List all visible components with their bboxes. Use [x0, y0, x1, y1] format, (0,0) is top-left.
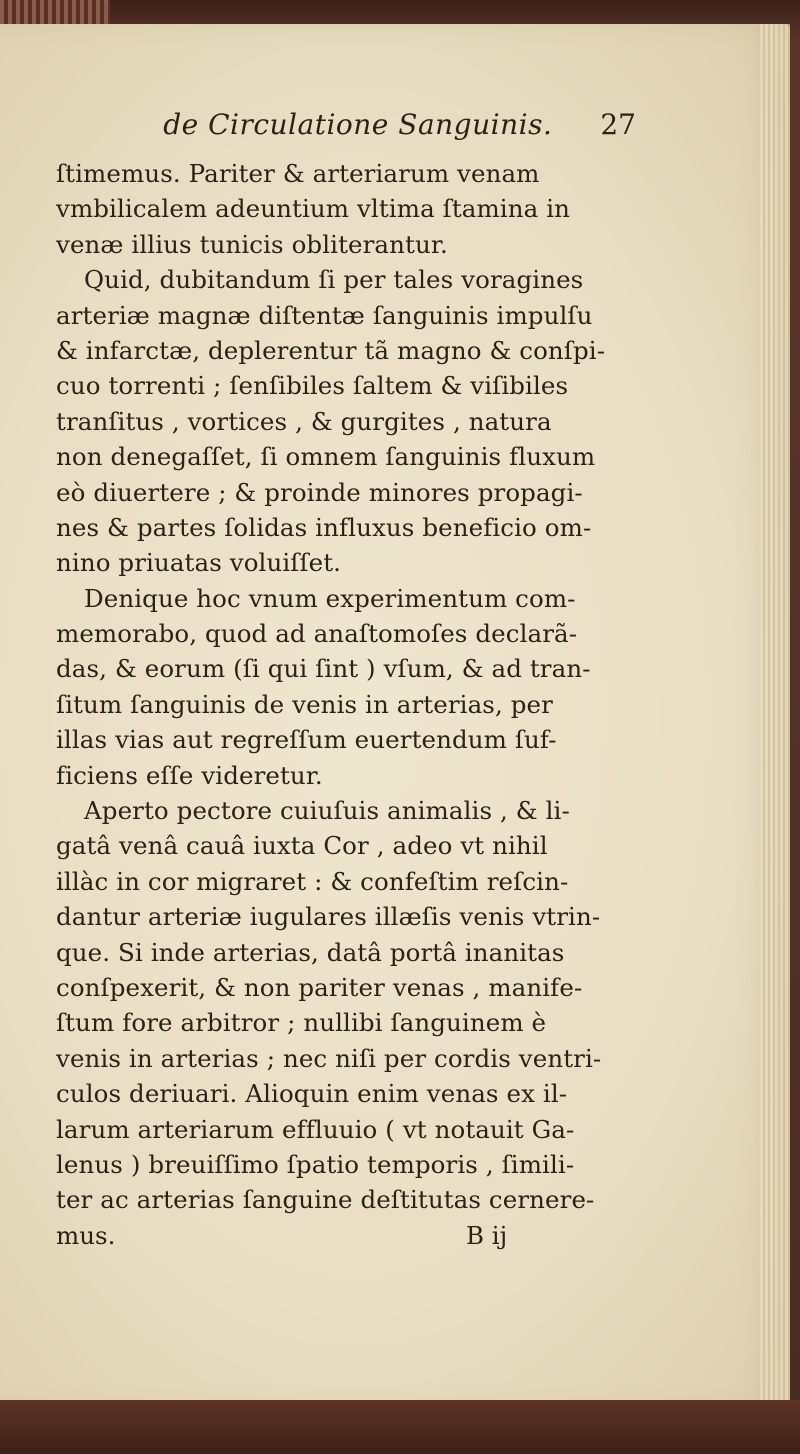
last-word: mus.: [56, 1220, 116, 1250]
text-line: venis in arterias ; nec niſi per cordis ventri-: [56, 1043, 602, 1073]
text-line: ſtimemus. Pariter & arteriarum venam: [56, 159, 540, 188]
text-line: arteriæ magnæ diſtentæ ſanguinis impulſu: [56, 300, 593, 330]
text-line: lenus ) breuiſſimo ſpatio temporis , ſimili-: [56, 1149, 575, 1179]
text-line: illas vias aut regreſſum euertendum ſuf-: [56, 725, 557, 755]
running-head: [116, 108, 636, 156]
signature-row: [56, 1218, 636, 1253]
text-line: & infarctæ, deplerentur tã magno & conſpi-: [56, 335, 606, 365]
text-line: larum arteriarum effluuio ( vt notauit Ga-: [56, 1114, 575, 1144]
text-line: nes & partes ſolidas influxus beneficio om-: [56, 512, 592, 542]
text-line: illàc in cor migraret : & confeſtim reſcin-: [56, 866, 569, 896]
running-title: de Circulatione Sanguinis.: [163, 108, 553, 141]
body-text: [56, 156, 636, 1218]
book-cover-board: [0, 1400, 800, 1454]
text-line: cuo torrenti ; ſenſibiles ſaltem & viſibiles: [56, 371, 569, 401]
text-line: das, & eorum (ſi qui ſint ) vſum, & ad tran-: [56, 654, 591, 684]
text-line: ter ac arterias ſanguine deſtitutas cernere-: [56, 1185, 595, 1215]
text-line: Quid, dubitandum ſi per tales voragines: [84, 265, 584, 295]
page-number: 27: [600, 108, 636, 141]
text-line: Aperto pectore cuiuſuis animalis , & li-: [84, 796, 570, 826]
page-fore-edge: [760, 24, 790, 1408]
text-line: que. Si inde arterias, datâ portâ inanitas: [56, 937, 565, 967]
text-line: dantur arteriæ iugulares illæſis venis vtrin-: [56, 902, 601, 932]
signature-mark: B ij: [466, 1220, 508, 1250]
text-line: nino priuatas voluiſſet.: [56, 548, 342, 578]
text-block: [56, 108, 636, 1253]
text-line: tranſitus , vortices , & gurgites , natura: [56, 406, 552, 436]
text-line: vmbilicalem adeuntium vltima ſtamina in: [56, 194, 571, 224]
text-line: eò diuertere ; & proinde minores propagi-: [56, 477, 583, 507]
text-line: ficiens eſſe videretur.: [56, 760, 323, 790]
text-line: Denique hoc vnum experimentum com-: [84, 583, 576, 613]
text-line: gatâ venâ cauâ iuxta Cor , adeo vt nihil: [56, 831, 548, 861]
text-line: non denegaſſet, ſi omnem ſanguinis fluxum: [56, 442, 596, 472]
text-line: culos deriuari. Alioquin enim venas ex il-: [56, 1079, 568, 1109]
text-line: memorabo, quod ad anaſtomoſes declarã-: [56, 619, 578, 649]
text-line: conſpexerit, & non pariter venas , manife-: [56, 972, 583, 1002]
text-line: ſitum ſanguinis de venis in arterias, per: [56, 689, 553, 719]
text-line: venæ illius tunicis obliterantur.: [56, 229, 448, 259]
text-line: ſtum fore arbitror ; nullibi ſanguinem è: [56, 1008, 547, 1038]
